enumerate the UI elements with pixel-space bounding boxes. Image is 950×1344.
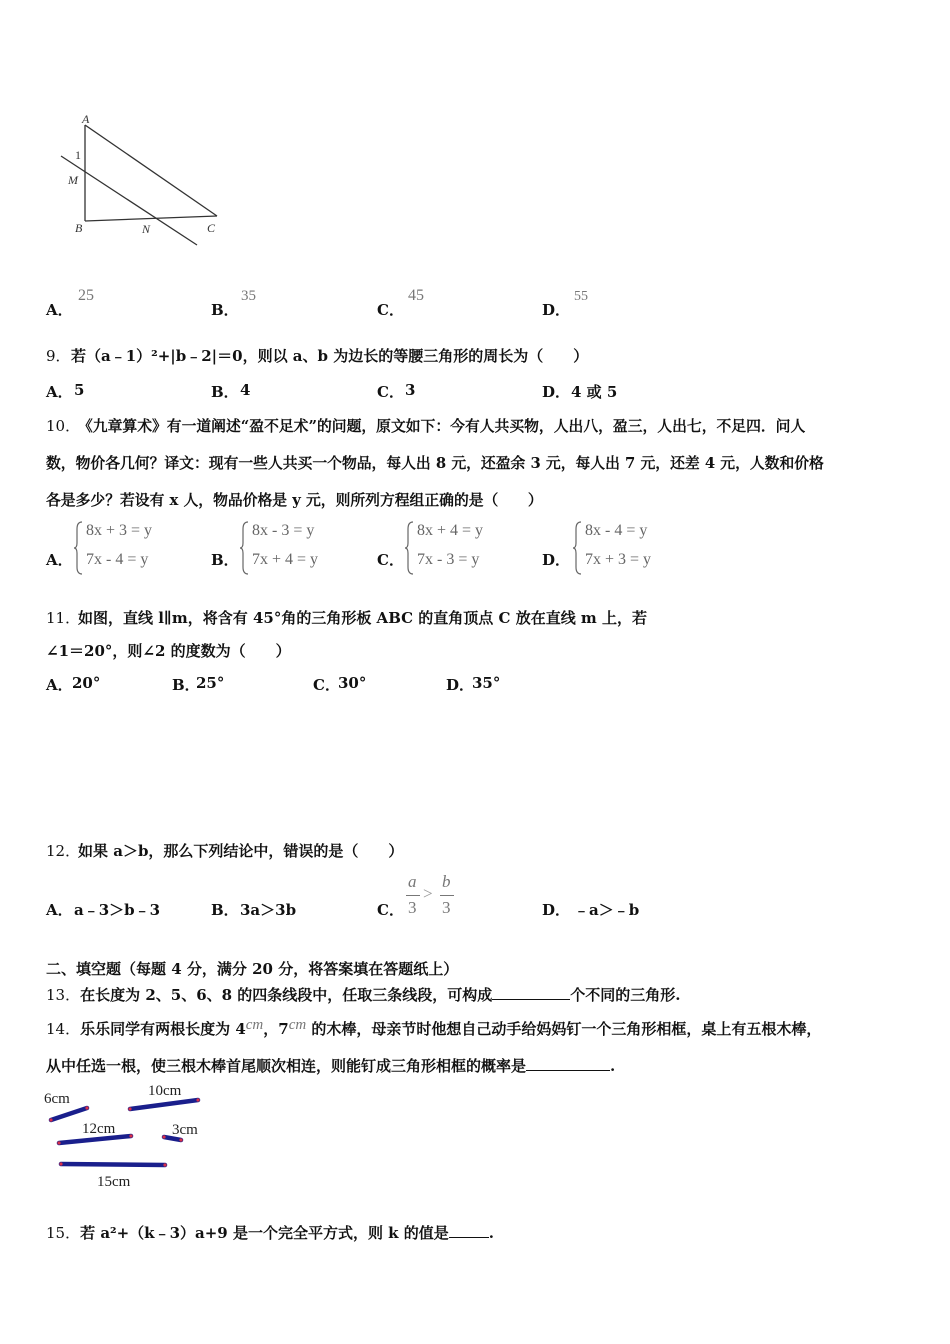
q12-number: 12． [46, 842, 81, 860]
stick-endpoint [85, 1106, 88, 1109]
q14-end: . [610, 1057, 616, 1075]
question-14 [46, 1018, 821, 1039]
q12-stem: 如果 a＞b，那么下列结论中，错误的是（ ） [78, 842, 404, 860]
q8-option-c-label[interactable]: C． [377, 301, 404, 319]
q11-number: 11． [46, 609, 81, 627]
q14-part-1: 乐乐同学有两根长度为 4 [80, 1020, 246, 1038]
stick-15cm-label: 15cm [97, 1174, 131, 1190]
label-n: N [142, 222, 151, 236]
stick-12cm-label: 12cm [82, 1121, 116, 1137]
q8-option-c-value: 45 [408, 287, 424, 304]
stick-endpoint [49, 1118, 52, 1121]
q8-option-b-label[interactable]: B． [211, 301, 239, 319]
q10-option-d-eq1: 8x - 4 = y [585, 522, 648, 539]
q9-option-d-label[interactable]: D． [542, 383, 571, 401]
brace-icon [74, 521, 84, 575]
q8-option-a-label[interactable]: A． [46, 301, 73, 319]
q9-option-b-value: 4 [240, 381, 251, 399]
fraction-bar [440, 895, 454, 896]
brace-icon [405, 521, 415, 575]
q10-line-1: 《九章算术》有一道阐述“盈不足术”的问题，原文如下：今有人共买物，人出八，盈三，人出七，不足四．问人 [78, 418, 806, 435]
stick-12cm [59, 1136, 131, 1143]
label-b: B [75, 221, 83, 235]
q10-number: 10． [46, 417, 81, 435]
q15-answer-blank[interactable] [449, 1237, 489, 1238]
q11-option-d-label[interactable]: D． [446, 676, 475, 694]
q9-option-a-label[interactable]: A． [46, 383, 73, 401]
fraction-bar [406, 895, 420, 896]
q8-option-d-label[interactable]: D． [542, 301, 571, 319]
stick-3cm-label: 3cm [172, 1122, 198, 1138]
question-13 [46, 984, 681, 1005]
q10-option-d-label[interactable]: D． [542, 551, 571, 569]
q14-answer-blank[interactable] [526, 1070, 610, 1071]
q10-option-b-eq2: 7x + 4 = y [252, 551, 319, 568]
q10-line-3: 各是多少？若设有 x 人，物品价格是 y 元，则所列方程组正确的是（ ） [46, 492, 543, 509]
q14-part-2: ，7 [263, 1020, 289, 1038]
q10-option-c-eq2: 7x - 3 = y [417, 551, 480, 568]
q15-end: . [488, 1224, 495, 1242]
q10-option-c-eq1: 8x + 4 = y [417, 522, 484, 539]
side-bc [85, 216, 217, 221]
q11-line-1: 如图，直线 l∥m，将含有 45°角的三角形板 ABC 的直角顶点 C 放在直线 m 上，若 [78, 609, 648, 627]
q8-option-b-value: 35 [241, 288, 256, 304]
q12-frac-a-num: a [408, 872, 417, 891]
q14-unit-1: cm [245, 1017, 264, 1033]
q12-option-b-value: 3a＞3b [240, 901, 297, 919]
q13-number: 13． [46, 986, 81, 1004]
q14-part-3: 的木棒，母亲节时他想自己动手给妈妈钉一个三角形相框，桌上有五根木棒， [306, 1020, 822, 1038]
q10-option-a-eq1: 8x + 3 = y [86, 522, 153, 539]
q11-option-b-value: 25° [196, 674, 225, 692]
q12-frac-a-den: 3 [408, 898, 417, 917]
q12-option-d-value: ﹣a＞﹣b [574, 901, 640, 919]
q11-option-a-label[interactable]: A． [46, 676, 73, 694]
q10-line-2: 数，物价各几何？译文：现有一些人共买一个物品，每人出 8 元，还盈余 3 元，每人出 7 元，还差 4 元，人数和价格 [46, 455, 824, 472]
q9-option-a-value: 5 [74, 381, 85, 399]
label-c: C [207, 221, 216, 235]
brace-icon [240, 521, 250, 575]
q10-option-b-label[interactable]: B． [211, 551, 239, 569]
q15-text: 若 a²+（k﹣3）a+9 是一个完全平方式，则 k 的值是 [80, 1224, 449, 1242]
stick-endpoint [59, 1162, 62, 1165]
q10-option-a-eq2: 7x - 4 = y [86, 551, 149, 568]
stick-15cm [61, 1164, 165, 1165]
q9-number: 9． [46, 347, 71, 365]
q13-text-after: 个不同的三角形. [570, 986, 681, 1004]
q11-line-2: ∠1＝20°，则∠2 的度数为（ ） [46, 642, 291, 660]
q9-option-b-label[interactable]: B． [211, 383, 239, 401]
q8-option-d-value: 55 [574, 289, 588, 304]
q14-unit-2: cm [288, 1017, 307, 1033]
side-ac [85, 125, 217, 216]
q13-text-before: 在长度为 2、5、6、8 的四条线段中，任取三条线段，可构成 [80, 986, 493, 1004]
stick-6cm-label: 6cm [44, 1091, 70, 1107]
stick-endpoint [57, 1141, 60, 1144]
stick-10cm-label: 10cm [148, 1083, 182, 1099]
q10-option-b-eq1: 8x - 3 = y [252, 522, 315, 539]
q14-number: 14． [46, 1020, 81, 1038]
label-a: A [82, 112, 90, 126]
stick-10cm [130, 1100, 198, 1109]
q9-option-c-label[interactable]: C． [377, 383, 404, 401]
q12-frac-b-den: 3 [442, 898, 451, 917]
brace-icon [573, 521, 583, 575]
q12-option-d-label[interactable]: D． [542, 901, 571, 919]
stick-endpoint [196, 1098, 199, 1101]
q10-option-c-label[interactable]: C． [377, 551, 404, 569]
q9-stem: 若（a﹣1）²+|b﹣2|＝0，则以 a、b 为边长的等腰三角形的周长为（ ） [71, 347, 589, 365]
q8-option-a-value: 25 [78, 287, 94, 304]
q12-frac-b-num: b [442, 872, 451, 891]
q11-option-b-label[interactable]: B． [172, 676, 200, 694]
q12-option-c-label[interactable]: C． [377, 901, 404, 919]
q12-gt-sign: > [423, 884, 433, 903]
stick-endpoint [129, 1134, 132, 1137]
stick-endpoint [179, 1138, 182, 1141]
stick-endpoint [163, 1163, 166, 1166]
q12-option-a-value: a﹣3＞b﹣3 [74, 901, 161, 919]
q11-option-d-value: 35° [472, 674, 501, 692]
q11-option-c-label[interactable]: C． [313, 676, 340, 694]
sticks-figure [40, 1078, 215, 1193]
q8-triangle-figure [55, 108, 245, 253]
q10-option-d-eq2: 7x + 3 = y [585, 551, 652, 568]
q11-option-a-value: 20° [72, 674, 101, 692]
q10-option-a-label[interactable]: A． [46, 551, 73, 569]
q12-option-b-label[interactable]: B． [211, 901, 239, 919]
q13-answer-blank[interactable] [492, 999, 570, 1000]
q9-option-d-value: 4 或 5 [571, 383, 618, 401]
q9-option-c-value: 3 [405, 381, 416, 399]
stick-6cm [51, 1108, 87, 1120]
section-2-title: 二、填空题（每题 4 分，满分 20 分，将答案填在答题纸上） [46, 960, 459, 978]
label-1: 1 [75, 148, 81, 162]
q14-line-2: 从中任选一根，使三根木棒首尾顺次相连，则能钉成三角形相框的概率是 [46, 1057, 527, 1075]
question-15 [46, 1222, 494, 1243]
q15-number: 15． [46, 1224, 81, 1242]
stick-endpoint [128, 1107, 131, 1110]
q12-option-a-label[interactable]: A． [46, 901, 73, 919]
stick-endpoint [162, 1135, 165, 1138]
question-14-line-2 [46, 1055, 615, 1076]
q11-option-c-value: 30° [338, 674, 367, 692]
label-m: M [68, 173, 78, 187]
